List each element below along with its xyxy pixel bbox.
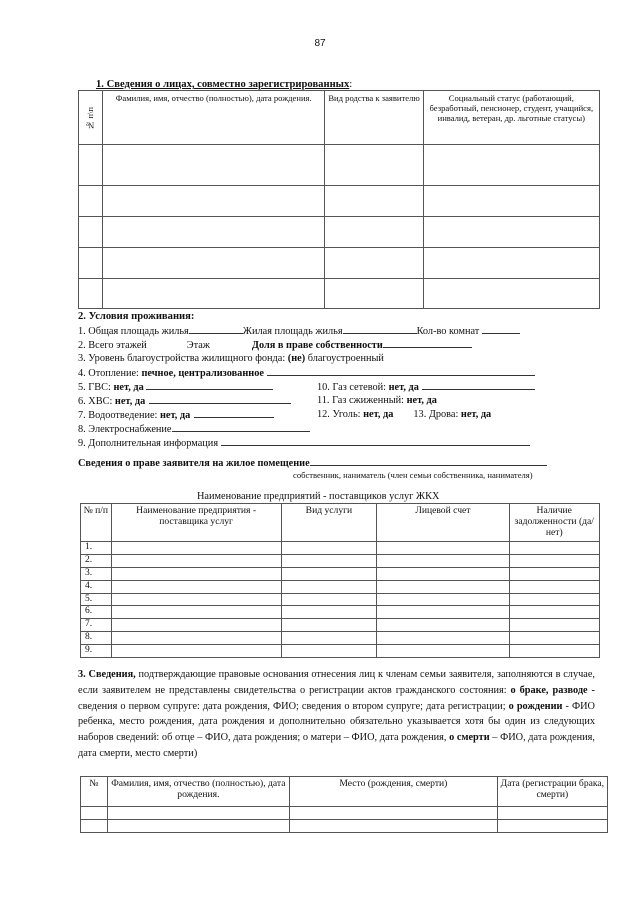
table-row: 3. [81, 567, 600, 580]
line-additional: 9. Дополнительная информация [78, 436, 530, 450]
table-row [81, 807, 608, 820]
line-gas: 10. Газ сетевой: нет, да [317, 380, 535, 394]
section3-paragraph: 3. Сведения, подтверждающие правовые основания отнесения лиц к членам семьи заявителя, заполняются в случае, если заявителем не представлены свидетельства о регистрации актов гражданского состояния: о браке, разводе - сведения о первом супруге: дата рождения, ФИО; сведения о втором супруге; дата регистрации; о рождении - ФИО ребенка, место рождения, дата рождения и дополнительно обязательно указывается хотя бы один из следующих наборов сведений: об отце – ФИО, дата рождения; о матери – ФИО, дата рождения, о смерти – ФИО, дата рождения, дата смерти, место смерти) [78, 669, 595, 759]
table-row: 8. [81, 632, 600, 645]
col-account: Лицевой счет [377, 504, 509, 542]
col-num: № п\п [79, 91, 103, 145]
col-status: Социальный статус (работающий, безработный, пенсионер, студент, учащийся, инвалид, ветеран, др. льготные статусы) [423, 91, 599, 145]
line-lpg: 11. Газ сжиженный: нет, да [317, 395, 437, 406]
section1-title: 1. Сведения о лицах, совместно зарегистрированных: [96, 79, 353, 90]
rights-title: Сведения о праве заявителя на жилое помещение [78, 456, 547, 470]
table-row: 1. [81, 542, 600, 555]
line-cold-water: 6. ХВС: нет, да [78, 394, 291, 408]
providers-table [80, 503, 600, 658]
table-row [81, 820, 608, 833]
table-row: 5. [81, 593, 600, 606]
rights-note: собственник, наниматель (член семьи собственника, нанимателя) [293, 470, 533, 480]
col-place: Место (рождения, смерти) [289, 777, 497, 807]
line-area: 1. Общая площадь жилья Жилая площадь жилья Кол-во комнат [78, 324, 520, 338]
line-comfort: 3. Уровень благоустройства жилищного фонда: (не) благоустроенный [78, 353, 384, 364]
col-name: Наименование предприятия - поставщика услуг [111, 504, 281, 542]
table-row [79, 217, 600, 248]
col-fio: Фамилия, имя, отчество (полностью), дата рождения. [107, 777, 289, 807]
col-fio: Фамилия, имя, отчество (полностью), дата рождения. [102, 91, 325, 145]
col-service: Вид услуги [281, 504, 377, 542]
line-hot-water: 5. ГВС: нет, да [78, 380, 273, 394]
line-coal: 12. Уголь: нет, да 13. Дрова: нет, да [317, 409, 492, 420]
table-row [79, 248, 600, 279]
table-row [79, 279, 600, 309]
civil-records-table [80, 776, 608, 833]
providers-title: Наименование предприятий - поставщиков услуг ЖКХ [197, 491, 440, 502]
table-row [79, 186, 600, 217]
household-table [78, 90, 600, 309]
line-floors: 2. Всего этажей Этаж Доля в праве собственности [78, 338, 472, 352]
line-heating: 4. Отопление: печное, централизованное [78, 366, 535, 380]
col-num: № [81, 777, 108, 807]
table-row: 7. [81, 619, 600, 632]
col-date: Дата (регистрации брака, смерти) [497, 777, 607, 807]
section2-title: 2. Условия проживания: [78, 311, 195, 322]
table-row: 9. [81, 645, 600, 658]
col-debt: Наличие задолженности (да/нет) [509, 504, 600, 542]
table-row [79, 145, 600, 186]
line-electricity: 8. Электроснабжение [78, 422, 310, 436]
table-row: 6. [81, 606, 600, 619]
page-number: 87 [314, 38, 326, 49]
col-relation: Вид родства к заявителю [325, 91, 423, 145]
col-num: № п/п [81, 504, 112, 542]
table-row: 2. [81, 554, 600, 567]
line-drainage: 7. Водоотведение: нет, да [78, 408, 274, 422]
table-row: 4. [81, 580, 600, 593]
